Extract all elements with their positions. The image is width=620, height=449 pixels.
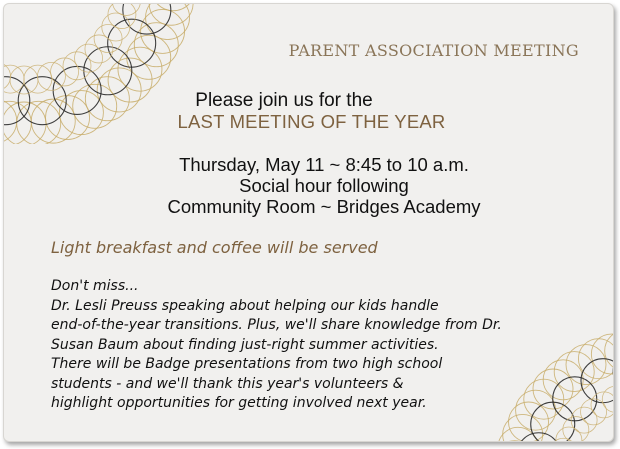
event-header: PARENT ASSOCIATION MEETING [288, 41, 579, 60]
event-social-hour: Social hour following [239, 175, 409, 196]
breakfast-note: Light breakfast and coffee will be served [51, 238, 378, 257]
highlight-title: LAST MEETING OF THE YEAR [177, 111, 446, 132]
body-line: Dr. Lesli Preuss speaking about helping our kids handle [51, 297, 439, 314]
event-location: Community Room ~ Bridges Academy [167, 196, 481, 217]
invitation-card [3, 3, 614, 442]
body-line: end-of-the-year transitions. Plus, we'll share knowledge from Dr. [51, 317, 502, 333]
body-line: highlight opportunities for getting involved next year. [51, 395, 427, 411]
event-date-time: Thursday, May 11 ~ 8:45 to 10 a.m. [179, 154, 469, 175]
body-line: Susan Baum about finding just-right summer activities. [51, 336, 439, 353]
event-details [104, 154, 544, 217]
body-line: Don't miss... [51, 278, 139, 294]
body-line: There will be Badge presentations from two high school [51, 356, 443, 372]
event-description [51, 277, 581, 414]
intro-line: Please join us for the [195, 90, 373, 111]
body-line: students - and we'll thank this year's volunteers & [51, 375, 404, 392]
